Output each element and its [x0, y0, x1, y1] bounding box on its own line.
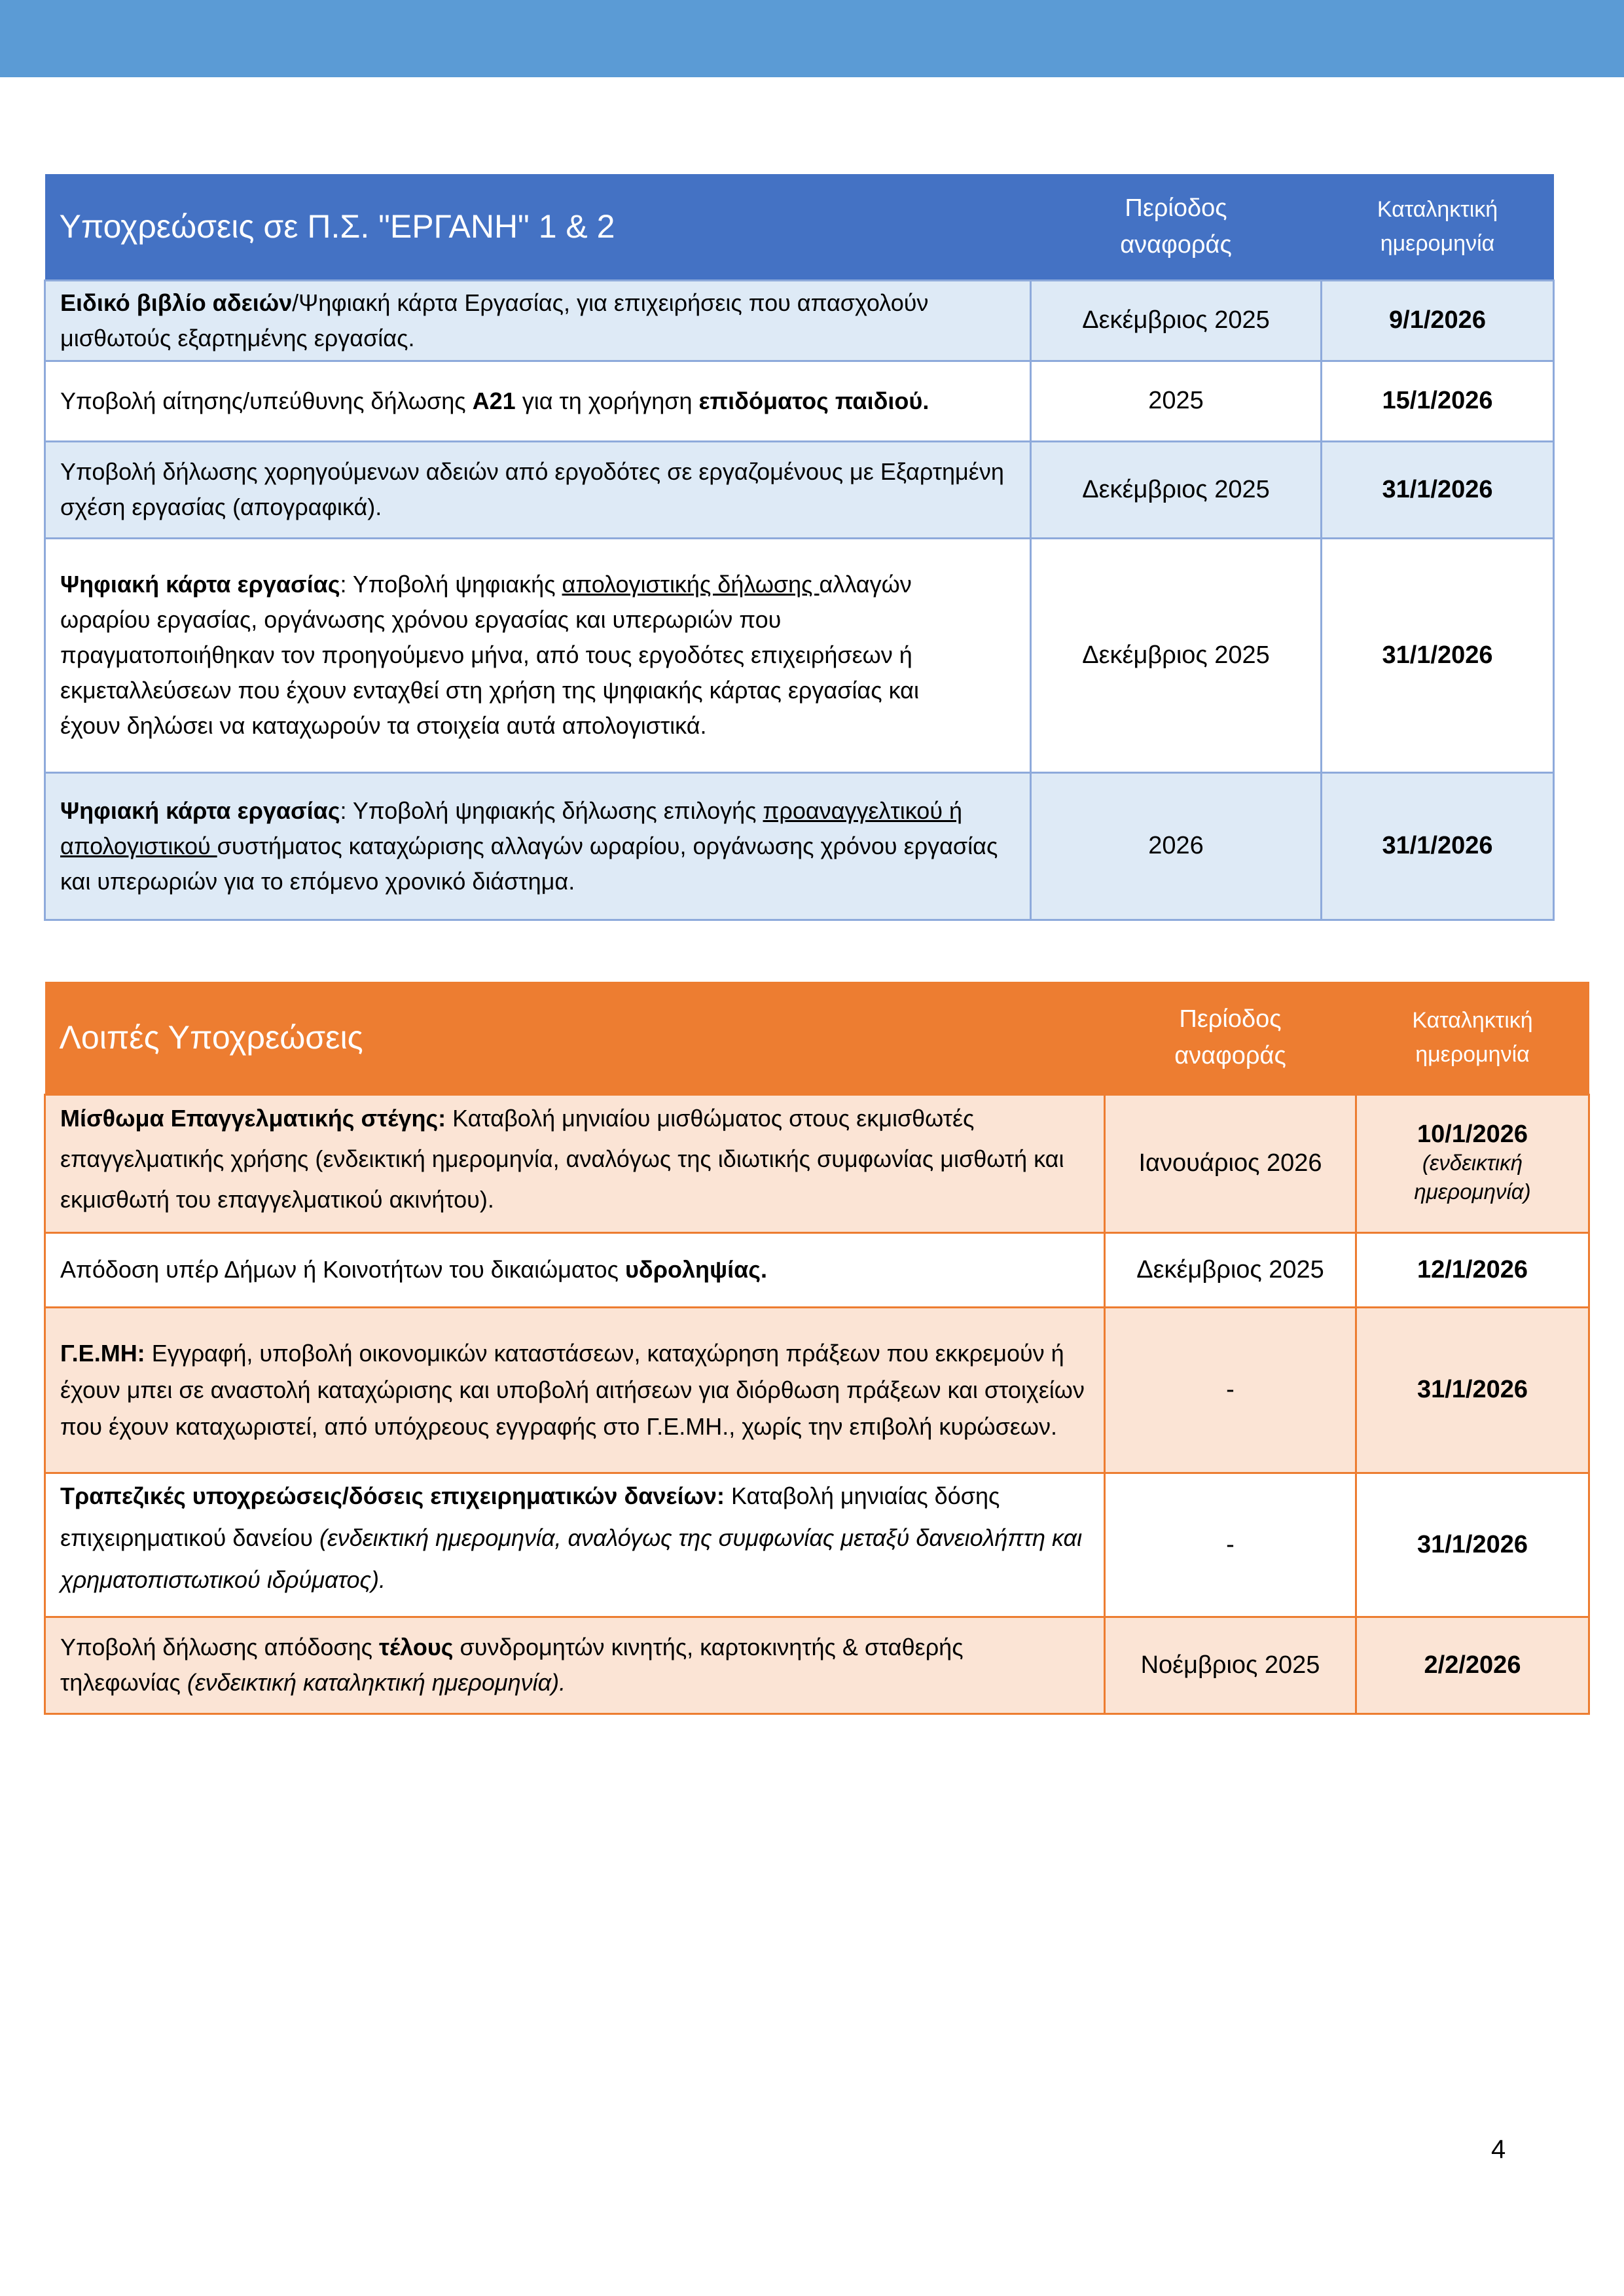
description-text: για τη χορήγηση — [515, 387, 699, 414]
description-text: συστήματος καταχώρισης αλλαγών ωραρίου, οργάνωσης χρόνου εργασίας και υπερωριών για το επόμενο χρονικό διάστημα. — [60, 832, 998, 895]
description-text: Υποβολή αίτησης/υπεύθυνης δήλωσης — [60, 387, 473, 414]
deadline-date: 31/1/2026 — [1356, 1473, 1589, 1617]
reporting-period: Δεκέμβριος 2025 — [1031, 538, 1322, 772]
deadline-cell — [1356, 1094, 1589, 1232]
obligation-description — [45, 1473, 1105, 1617]
description-bold: Α21 — [472, 387, 516, 414]
column-header-text: Καταληκτική — [1377, 197, 1498, 223]
obligation-description — [45, 1617, 1105, 1713]
deadline-date: 10/1/2026 — [1416, 1121, 1528, 1148]
table-row — [45, 1617, 1589, 1713]
column-header-text: αναφοράς — [1174, 1042, 1286, 1070]
reporting-period: Νοέμβριος 2025 — [1105, 1617, 1356, 1713]
column-header-deadline — [1322, 174, 1554, 280]
description-bold: Ψηφιακή κάρτα εργασίας — [60, 571, 340, 598]
reporting-period: 2026 — [1031, 772, 1322, 920]
description-text: Υποβολή δήλωσης απόδοσης — [60, 1634, 379, 1660]
description-text: /Ψηφιακή κάρτα Εργασίας, για επιχειρήσεις που απασχολούν μισθωτούς εξαρτημένης εργασίας. — [60, 289, 929, 351]
description-italic: (ενδεικτική ημερομηνία, αναλόγως της συμφωνίας μεταξύ δανειολήπτη και χρηματοπιστωτικού ιδρύματος). — [60, 1524, 1083, 1593]
top-banner — [0, 0, 1624, 77]
description-italic: (ενδεικτική καταληκτική ημερομηνία). — [187, 1669, 566, 1696]
ergani-obligations-table — [44, 174, 1555, 921]
table-title: Λοιπές Υποχρεώσεις — [59, 1019, 363, 1056]
description-text: : Υποβολή ψηφιακής δήλωσης επιλογής — [340, 797, 763, 824]
obligation-description: Υποβολή δήλωσης χορηγούμενων αδειών από εργοδότες σε εργαζομένους με Εξαρτημένη σχέση εργασίας (απογραφικά). — [45, 441, 1031, 538]
description-bold: Γ.Ε.ΜΗ: — [60, 1339, 145, 1367]
column-header-period — [1031, 174, 1322, 280]
description-bold: τέλους — [378, 1634, 454, 1660]
description-text: : Υποβολή ψηφιακής — [340, 571, 562, 598]
reporting-period: Δεκέμβριος 2025 — [1105, 1232, 1356, 1307]
description-bold: Ειδικό βιβλίο αδειών — [60, 289, 293, 316]
description-text: Απόδοση υπέρ Δήμων ή Κοινοτήτων του δικαιώματος — [60, 1256, 625, 1283]
description-text: Εγγραφή, υποβολή οικονομικών καταστάσεων, καταχώρηση πράξεων που εκκρεμούν ή έχουν μπει σε αναστολή καταχώρισης και υποβολή αιτήσεων για διόρθωση πράξεων και στοιχείων που έχουν καταχωριστεί, από υπόχρεους εγγραφής στο Γ.Ε.ΜΗ., χωρίς την επιβολή κυρώσεων. — [60, 1339, 1085, 1440]
reporting-period: 2025 — [1031, 361, 1322, 441]
description-bold: υδροληψίας. — [624, 1256, 767, 1283]
reporting-period: - — [1105, 1307, 1356, 1473]
description-text: Καταβολή μηνιαίου μισθώματος στους εκμισθωτές επαγγελματικής χρήσης (ενδεικτική ημερομηνία, αναλόγως της ιδιωτικής συμφωνίας μισθωτή και εκμισθωτή του επαγγελματικού ακινήτου). — [60, 1104, 1064, 1213]
description-underlined: προαναγγελτικού ή απολογιστικού — [60, 797, 963, 859]
table-row — [45, 361, 1554, 441]
column-header-text: Καταληκτική — [1412, 1008, 1533, 1033]
table-row — [45, 772, 1554, 920]
description-text: Καταβολή μηνιαίας δόσης επιχειρηματικού δανείου — [60, 1482, 1000, 1551]
obligation-description — [45, 1094, 1105, 1232]
column-header-text: Περίοδος — [1125, 194, 1227, 223]
deadline-date: 31/1/2026 — [1322, 441, 1554, 538]
table-row — [45, 1307, 1589, 1473]
deadline-date: 15/1/2026 — [1322, 361, 1554, 441]
obligation-description — [45, 361, 1031, 441]
description-text: συνδρομητών κινητής, καρτοκινητής & σταθερής τηλεφωνίας — [60, 1634, 964, 1696]
column-header-text: αναφοράς — [1120, 231, 1232, 259]
description-text: αλλαγών ωραρίου εργασίας, οργάνωσης χρόνου εργασίας και υπερωριών που πραγματοποιήθηκαν τον προηγούμενο μήνα, από τους εργοδότες επιχειρήσεων ή εκμεταλλεύσεων που έχουν ενταχθεί στη χρήση της ψηφιακής κάρτας εργασίας και έχουν δηλώσει να καταχωρούν τα στοιχεία αυτά απολογιστικά. — [60, 571, 919, 739]
column-header-text: Περίοδος — [1179, 1005, 1282, 1033]
page-number: 4 — [1491, 2135, 1506, 2164]
deadline-date: 9/1/2026 — [1322, 280, 1554, 361]
table-row — [45, 1232, 1589, 1307]
obligation-description — [45, 280, 1031, 361]
obligation-description — [45, 1232, 1105, 1307]
column-header-deadline — [1356, 982, 1589, 1094]
obligation-description — [45, 1307, 1105, 1473]
table-row — [45, 1473, 1589, 1617]
description-bold: Ψηφιακή κάρτα εργασίας — [60, 797, 340, 824]
column-header-text: ημερομηνία — [1380, 231, 1495, 257]
description-bold: επιδόματος παιδιού. — [698, 387, 929, 414]
table-row — [45, 280, 1554, 361]
description-bold: Μίσθωμα Επαγγελματικής στέγης: — [60, 1104, 446, 1132]
deadline-date: 31/1/2026 — [1322, 538, 1554, 772]
table-row — [45, 441, 1554, 538]
table-row — [45, 1094, 1589, 1232]
deadline-date: 2/2/2026 — [1356, 1617, 1589, 1713]
deadline-note: (ενδεικτική ημερομηνία) — [1414, 1151, 1531, 1204]
description-underlined: απολογιστικής δήλωσης — [562, 571, 820, 598]
table-header-row — [45, 174, 1554, 280]
column-header-period — [1105, 982, 1356, 1094]
deadline-date: 12/1/2026 — [1356, 1232, 1589, 1307]
column-header-text: ημερομηνία — [1415, 1042, 1530, 1067]
other-obligations-table — [44, 982, 1590, 1715]
table-header-row — [45, 982, 1589, 1094]
deadline-date: 31/1/2026 — [1356, 1307, 1589, 1473]
deadline-date: 31/1/2026 — [1322, 772, 1554, 920]
reporting-period: Δεκέμβριος 2025 — [1031, 280, 1322, 361]
table-row — [45, 538, 1554, 772]
obligation-description — [45, 772, 1031, 920]
reporting-period: Ιανουάριος 2026 — [1105, 1094, 1356, 1232]
obligation-description — [45, 538, 1031, 772]
reporting-period: - — [1105, 1473, 1356, 1617]
table-title: Υποχρεώσεις σε Π.Σ. "ΕΡΓΑΝΗ" 1 & 2 — [59, 208, 615, 245]
description-bold: Τραπεζικές υποχρεώσεις/δόσεις επιχειρηματικών δανείων: — [60, 1482, 725, 1509]
reporting-period: Δεκέμβριος 2025 — [1031, 441, 1322, 538]
